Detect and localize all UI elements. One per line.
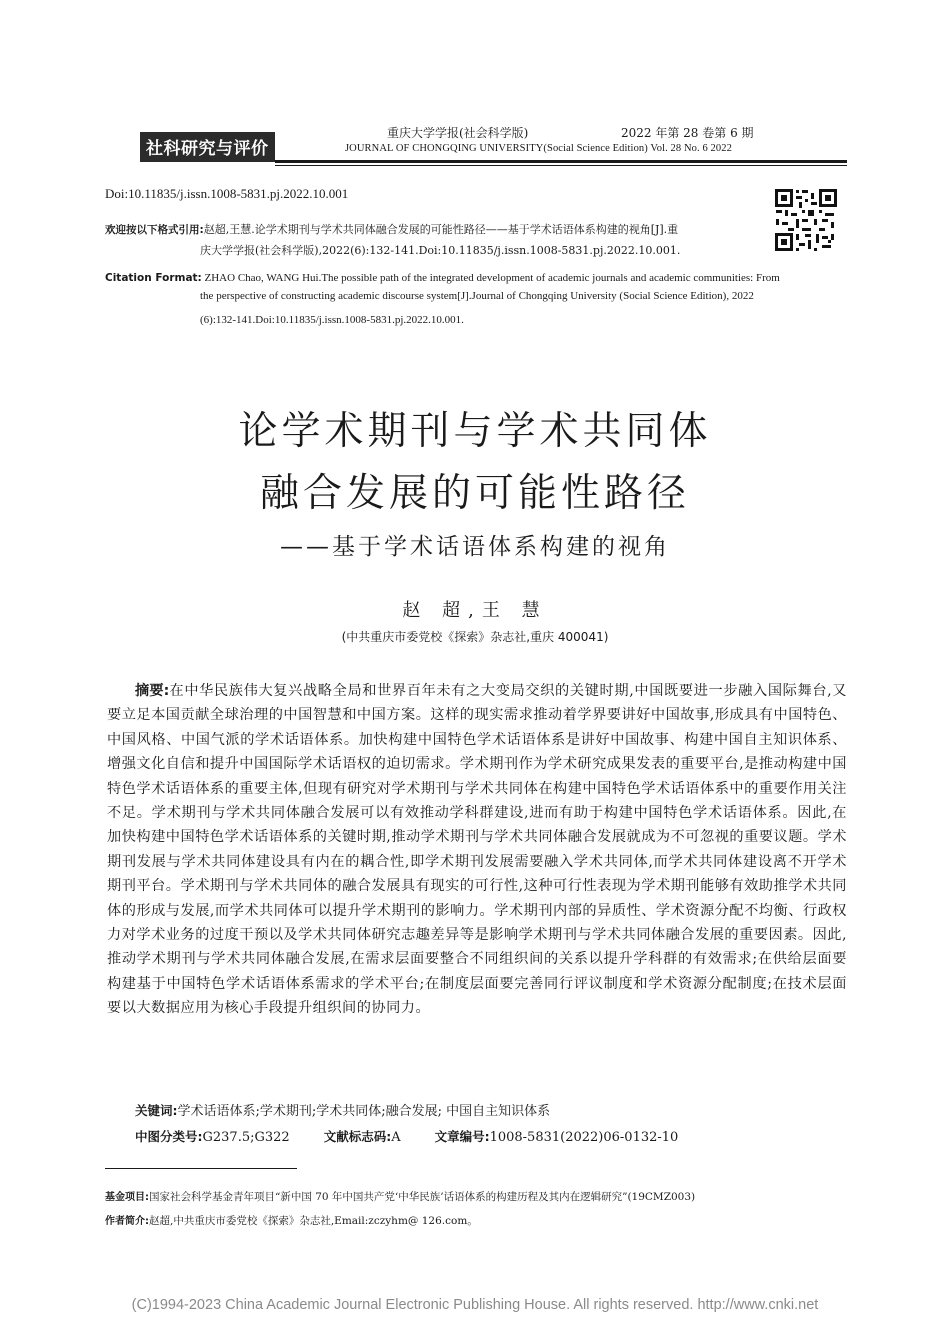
citation-en — [105, 266, 780, 290]
fund-label: 基金项目: — [105, 1192, 149, 1203]
qr-code-icon[interactable] — [774, 188, 838, 252]
header-rule-thick — [275, 160, 847, 163]
keywords-value: 学术话语体系;学术期刊;学术共同体;融合发展; 中国自主知识体系 — [177, 1104, 551, 1119]
bio-label: 作者简介: — [105, 1216, 149, 1227]
keywords-row — [135, 1100, 550, 1119]
qr-code-graphic — [774, 188, 838, 252]
citation-en-line3: (6):132-141.Doi:10.11835/j.issn.1008-5831.pj.2022.10.001. — [200, 314, 464, 326]
doi: Doi:10.11835/j.issn.1008-5831.pj.2022.10.001 — [105, 186, 349, 201]
citation-en-label: Citation Format: — [105, 272, 202, 284]
issue-info-cn: 2022 年第 28 卷第 6 期 — [621, 126, 754, 140]
copyright-line: (C)1994-2023 China Academic Journal Electronic Publishing House. All rights reserved. http://www.cnki.net — [131, 1297, 819, 1313]
citation-cn-label: 欢迎按以下格式引用: — [105, 224, 204, 236]
section-tag: 社科研究与评价 — [140, 132, 275, 162]
abstract-label: 摘要: — [135, 683, 170, 699]
authors: 赵 超,王 慧 — [402, 600, 548, 621]
author-bio-footnote — [105, 1212, 478, 1228]
fund-value: 国家社会科学基金青年项目“新中国 70 年中国共产党‘中华民族’话语体系的构建历程及其内在逻辑研究”(19CMZ003) — [149, 1191, 696, 1203]
abstract — [107, 679, 847, 1021]
title-line-2: 融合发展的可能性路径 — [259, 471, 690, 516]
citation-cn — [105, 218, 678, 242]
citation-en-line2: the perspective of constructing academic discourse system[J].Journal of Chongqing University (Social Science Edition), 2022 — [200, 290, 754, 302]
doc-code-value: A — [391, 1130, 401, 1145]
keywords-label: 关键词: — [135, 1103, 178, 1118]
fund-footnote — [105, 1188, 695, 1204]
citation-en-line1: ZHAO Chao, WANG Hui.The possible path of the integrated development of academic journals and academic communities: From — [201, 272, 780, 284]
title-line-1: 论学术期刊与学术共同体 — [238, 409, 712, 454]
citation-cn-line1: 赵超,王慧.论学术期刊与学术共同体融合发展的可能性路径——基于学术话语体系构建的视角[J].重 — [203, 223, 679, 236]
bio-value: 赵超,中共重庆市委党校《探索》杂志社,Email:zczyhm@ 126.com。 — [149, 1215, 478, 1227]
classification-row — [135, 1127, 678, 1145]
journal-name-en: JOURNAL OF CHONGQING UNIVERSITY(Social Science Edition) Vol. 28 No. 6 2022 — [345, 143, 732, 154]
clc-value: G237.5;G322 — [202, 1130, 290, 1145]
footnote-rule — [105, 1168, 297, 1169]
journal-name-cn: 重庆大学学报(社会科学版) — [387, 126, 529, 140]
citation-cn-line2: 庆大学学报(社会科学版),2022(6):132-141.Doi:10.11835/j.issn.1008-5831.pj.2022.10.001. — [200, 244, 681, 257]
subtitle: ——基于学术话语体系构建的视角 — [280, 534, 670, 560]
doc-code-label: 文献标志码: — [323, 1129, 392, 1144]
clc-label: 中图分类号: — [135, 1129, 203, 1144]
article-number-label: 文章编号: — [434, 1129, 490, 1144]
abstract-text: 在中华民族伟大复兴战略全局和世界百年未有之大变局交织的关键时期,中国既要进一步融入国际舞台,又要立足本国贡献全球治理的中国智慧和中国方案。这样的现实需求推动着学界要讲好中国故事,形成具有中国特色、中国风格、中国气派的学术话语体系。加快构建中国特色学术话语体系是讲好中国故事、构建中国自主知识体系、增强文化自信和提升中国国际学术话语权的迫切需求。学术期刊作为学术研究成果发表的重要平台,是推动构建中国特色学术话语体系的重要主体,但现有研究对学术期刊与学术共同体在构建中国特色学术话语体系中的重要作用关注不足。学术期刊与学术共同体融合发展可以有效推动学科群建设,进而有助于构建中国特色学术话语体系。因此,在加快构建中国特色学术话语体系的关键时期,推动学术期刊与学术共同体融合发展就成为不可忽视的重要议题。学术期刊发展与学术共同体建设具有内在的耦合性,即学术期刊发展需要融入学术共同体,而学术共同体建设离不开学术期刊平台。学术期刊与学术共同体的融合发展具有现实的可行性,这种可行性表现为学术期刊能够有效助推学术共同体的形成与发展,而学术共同体可以提升学术期刊的影响力。学术期刊内部的异质性、学术资源分配不均衡、行政权力对学术业务的过度干预以及学术共同体研究志趣差异等是影响学术期刊与学术共同体融合发展的重要因素。因此,推动学术期刊与学术共同体融合发展,在需求层面要整合不同组织间的关系以提升学科群的有效需求;在供给层面要构建基于中国特色学术话语体系需求的学术平台;在制度层面要完善同行评议制度和学术资源分配制度;在技术层面要以大数据应用为核心手段提升组织间的协同力。 — [107, 683, 847, 1017]
article-number-value: 1008-5831(2022)06-0132-10 — [489, 1130, 679, 1145]
header-rule-thin — [275, 165, 847, 166]
affiliation: (中共重庆市委党校《探索》杂志社,重庆 400041) — [341, 630, 609, 644]
